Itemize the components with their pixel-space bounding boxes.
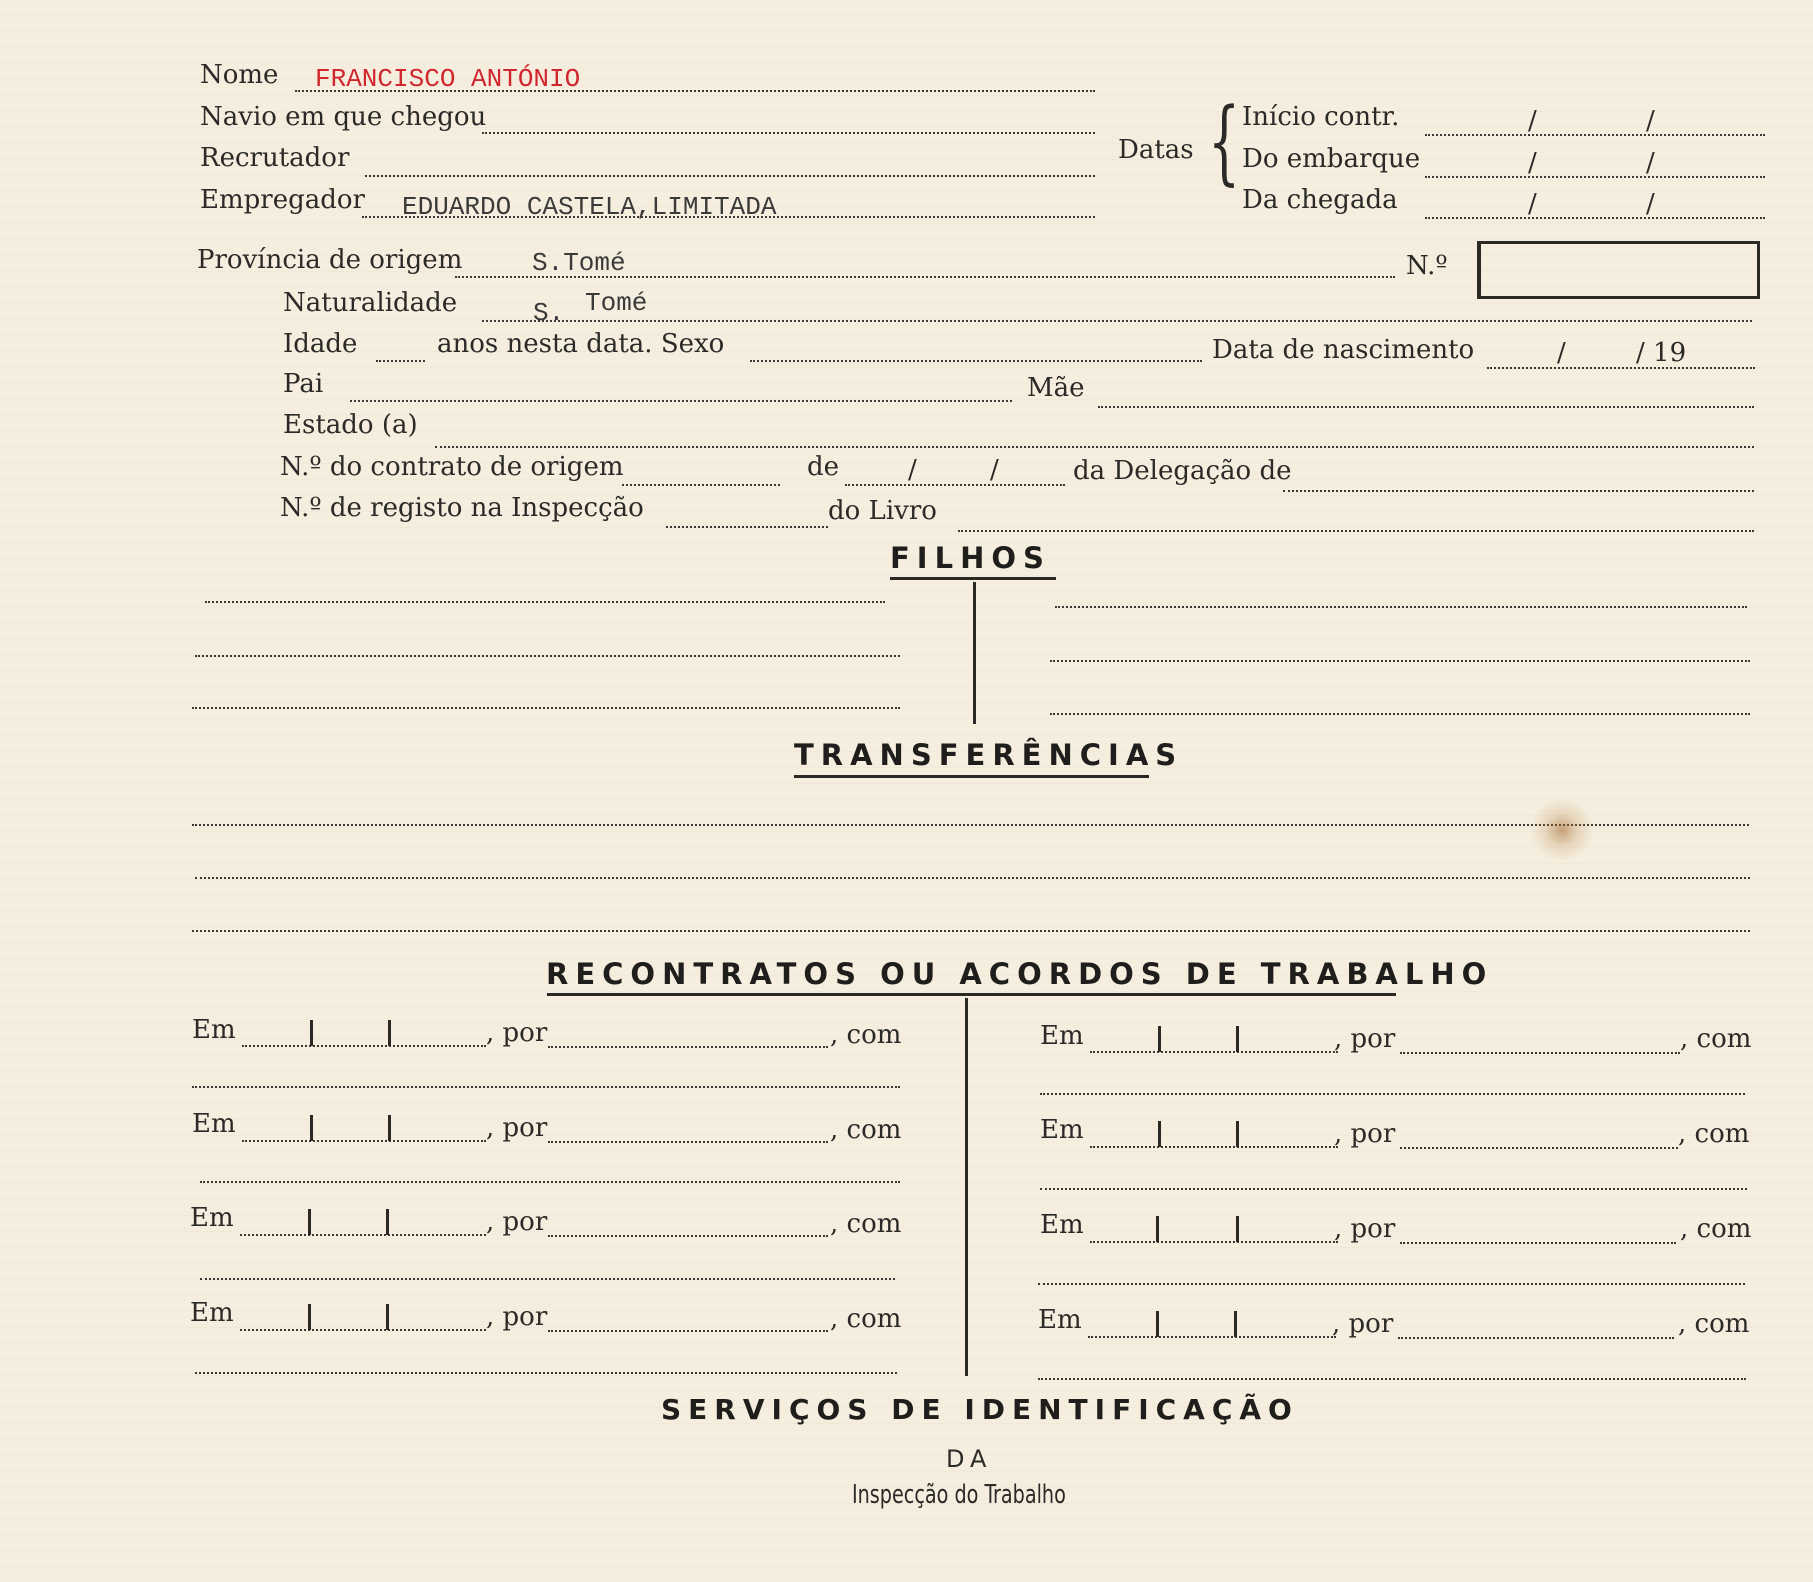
recontrato-por-label: , por xyxy=(486,1113,548,1143)
contrato-date-field-line[interactable] xyxy=(845,484,1065,486)
filhos-left-line-2[interactable] xyxy=(195,655,900,657)
recontrato-com-line[interactable] xyxy=(1038,1378,1746,1380)
recontrato-por-line[interactable] xyxy=(548,1330,828,1332)
recontrato-date-sep xyxy=(1236,1026,1239,1052)
recontrato-por-line[interactable] xyxy=(1400,1242,1676,1244)
recontrato-date-sep xyxy=(1158,1026,1161,1052)
recontrato-date-sep xyxy=(388,1115,391,1141)
delegacao-field-line[interactable] xyxy=(1283,490,1754,492)
chegada-slash-1: / xyxy=(1528,189,1537,219)
recontrato-date-sep xyxy=(308,1209,311,1235)
recontrato-em-label: Em xyxy=(1040,1210,1084,1240)
delegacao-label: da Delegação de xyxy=(1073,456,1292,486)
recontrato-em-label: Em xyxy=(1040,1115,1084,1145)
footer-da: DA xyxy=(946,1445,993,1473)
estado-field-line[interactable] xyxy=(435,446,1754,448)
estado-label: Estado (a) xyxy=(283,410,418,440)
registo-field-line[interactable] xyxy=(666,526,828,528)
contrato-slash-1: / xyxy=(908,455,917,485)
empregador-value: EDUARDO CASTELA,LIMITADA xyxy=(402,192,777,222)
recontrato-date-sep xyxy=(1156,1216,1159,1242)
transferencias-line-1[interactable] xyxy=(192,824,1749,826)
recontrato-date-sep xyxy=(1156,1311,1159,1337)
recontrato-date-sep xyxy=(1158,1121,1161,1147)
recontrato-em-label: Em xyxy=(1038,1305,1082,1335)
mae-label: Mãe xyxy=(1027,373,1085,403)
livro-label: do Livro xyxy=(828,496,937,526)
inicio-contr-field-line[interactable] xyxy=(1425,134,1765,136)
recrutador-label: Recrutador xyxy=(200,143,350,173)
embarque-label: Do embarque xyxy=(1242,144,1421,174)
filhos-right-line-1[interactable] xyxy=(1055,606,1747,608)
recontrato-com-label: , com xyxy=(830,1020,902,1050)
recontrato-com-label: , com xyxy=(830,1115,902,1145)
nome-label: Nome xyxy=(200,60,279,90)
recontrato-com-line[interactable] xyxy=(192,1086,900,1088)
recontrato-em-label: Em xyxy=(1040,1021,1084,1051)
recontrato-date-sep xyxy=(386,1209,389,1235)
embarque-field-line[interactable] xyxy=(1425,176,1765,178)
recontrato-em-label: Em xyxy=(192,1015,236,1045)
recontrato-por-label: , por xyxy=(486,1302,548,1332)
recontrato-por-line[interactable] xyxy=(548,1046,828,1048)
numero-box[interactable] xyxy=(1477,241,1760,299)
navio-label: Navio em que chegou xyxy=(200,102,487,132)
footer-inspeccao: Inspecção do Trabalho xyxy=(852,1480,1066,1510)
recontratos-divider xyxy=(965,998,968,1376)
filhos-right-line-3[interactable] xyxy=(1050,713,1750,715)
empregador-label: Empregador xyxy=(200,185,365,215)
navio-field-line[interactable] xyxy=(482,132,1095,134)
livro-field-line[interactable] xyxy=(958,530,1754,532)
naturalidade-label: Naturalidade xyxy=(283,288,458,318)
embarque-slash-1: / xyxy=(1528,148,1537,178)
recontrato-por-line[interactable] xyxy=(548,1235,828,1237)
filhos-left-line-1[interactable] xyxy=(205,601,885,603)
embarque-slash-2: / xyxy=(1646,148,1655,178)
naturalidade-value-s: S. xyxy=(533,298,565,328)
inicio-slash-1: / xyxy=(1528,106,1537,136)
recontrato-date-line[interactable] xyxy=(1090,1146,1338,1148)
recontrato-date-line[interactable] xyxy=(242,1140,486,1142)
nome-value: FRANCISCO ANTÓNIO xyxy=(315,64,581,94)
filhos-heading: FILHOS xyxy=(890,541,1051,575)
contrato-field-line[interactable] xyxy=(622,484,780,486)
recontrato-com-line[interactable] xyxy=(1040,1188,1747,1190)
nascimento-slash: / xyxy=(1557,338,1566,368)
filhos-right-line-2[interactable] xyxy=(1050,660,1750,662)
transferencias-line-2[interactable] xyxy=(195,877,1750,879)
recontratos-underline xyxy=(547,993,1396,996)
recontrato-com-line[interactable] xyxy=(195,1372,897,1374)
recontrato-por-line[interactable] xyxy=(1398,1337,1674,1339)
recontrato-por-line[interactable] xyxy=(1400,1052,1680,1054)
recontrato-com-line[interactable] xyxy=(200,1181,900,1183)
registo-label: N.º de registo na Inspecção xyxy=(280,493,644,523)
transferencias-heading: TRANSFERÊNCIAS xyxy=(794,738,1184,772)
recontrato-por-label: , por xyxy=(1334,1214,1396,1244)
provincia-value: S.Tomé xyxy=(532,248,626,278)
footer-servicos: SERVIÇOS DE IDENTIFICAÇÃO xyxy=(661,1393,1299,1426)
recontrato-com-label: , com xyxy=(830,1209,902,1239)
filhos-underline xyxy=(890,577,1056,580)
chegada-field-line[interactable] xyxy=(1425,217,1765,219)
pai-label: Pai xyxy=(283,369,324,399)
recontrato-date-line[interactable] xyxy=(1090,1051,1338,1053)
recontrato-date-sep xyxy=(310,1115,313,1141)
recontrato-com-label: , com xyxy=(1678,1119,1750,1149)
recontrato-por-label: , por xyxy=(486,1018,548,1048)
idade-label: Idade xyxy=(283,329,358,359)
sexo-field-line[interactable] xyxy=(750,360,1202,362)
recontrato-com-label: , com xyxy=(830,1304,902,1334)
naturalidade-field-line[interactable] xyxy=(482,320,1752,322)
recontrato-por-label: , por xyxy=(1334,1024,1396,1054)
provincia-label: Província de origem xyxy=(197,245,463,275)
recontrato-em-label: Em xyxy=(190,1298,234,1328)
contrato-slash-2: / xyxy=(990,455,999,485)
recontrato-com-line[interactable] xyxy=(1038,1283,1745,1285)
recontrato-date-sep xyxy=(388,1020,391,1046)
recontrato-date-sep xyxy=(1234,1311,1237,1337)
filhos-divider xyxy=(973,582,976,724)
chegada-slash-2: / xyxy=(1646,189,1655,219)
recontrato-por-label: , por xyxy=(486,1207,548,1237)
recontrato-em-label: Em xyxy=(190,1203,234,1233)
recontrato-date-sep xyxy=(308,1304,311,1330)
recontrato-date-line[interactable] xyxy=(1090,1241,1338,1243)
recontrato-por-line[interactable] xyxy=(1400,1147,1678,1149)
contrato-de-label: de xyxy=(807,452,840,482)
recontrato-date-line[interactable] xyxy=(1088,1336,1336,1338)
recontrato-por-label: , por xyxy=(1332,1309,1394,1339)
recontrato-com-line[interactable] xyxy=(1040,1093,1745,1095)
recontrato-com-label: , com xyxy=(1680,1214,1752,1244)
contrato-label: N.º do contrato de origem xyxy=(280,452,624,482)
recontrato-por-label: , por xyxy=(1334,1119,1396,1149)
recontrato-date-line[interactable] xyxy=(240,1329,486,1331)
transferencias-underline xyxy=(794,775,1149,778)
recontrato-com-line[interactable] xyxy=(200,1278,895,1280)
recontrato-date-sep xyxy=(1236,1121,1239,1147)
mae-field-line[interactable] xyxy=(1098,406,1754,408)
nascimento-field-line[interactable] xyxy=(1487,367,1755,369)
nascimento-label: Data de nascimento xyxy=(1212,335,1475,365)
recontrato-date-sep xyxy=(310,1020,313,1046)
recontrato-com-label: , com xyxy=(1678,1309,1750,1339)
recontratos-heading: RECONTRATOS OU ACORDOS DE TRABALHO xyxy=(546,957,1494,991)
recontrato-date-line[interactable] xyxy=(242,1045,486,1047)
recontrato-por-line[interactable] xyxy=(548,1141,828,1143)
recontrato-date-sep xyxy=(386,1304,389,1330)
pai-field-line[interactable] xyxy=(350,400,1012,402)
nascimento-year-prefix: / 19 xyxy=(1636,338,1687,368)
recontrato-em-label: Em xyxy=(192,1109,236,1139)
recontrato-date-line[interactable] xyxy=(240,1234,486,1236)
inicio-contr-label: Início contr. xyxy=(1242,102,1400,132)
recontrato-com-label: , com xyxy=(1680,1024,1752,1054)
filhos-left-line-3[interactable] xyxy=(192,707,900,709)
recontrato-date-sep xyxy=(1236,1216,1239,1242)
inicio-slash-2: / xyxy=(1646,106,1655,136)
recrutador-field-line[interactable] xyxy=(365,175,1095,177)
idade-field-line[interactable] xyxy=(376,360,425,362)
paper-stain xyxy=(1527,800,1597,860)
datas-label: Datas xyxy=(1118,135,1194,165)
naturalidade-value-rest: Tomé xyxy=(585,288,648,318)
anos-sexo-label: anos nesta data. Sexo xyxy=(437,329,725,359)
transferencias-line-3[interactable] xyxy=(192,930,1750,932)
numero-label: N.º xyxy=(1406,251,1448,281)
datas-brace: { xyxy=(1208,88,1241,195)
chegada-label: Da chegada xyxy=(1242,185,1398,215)
